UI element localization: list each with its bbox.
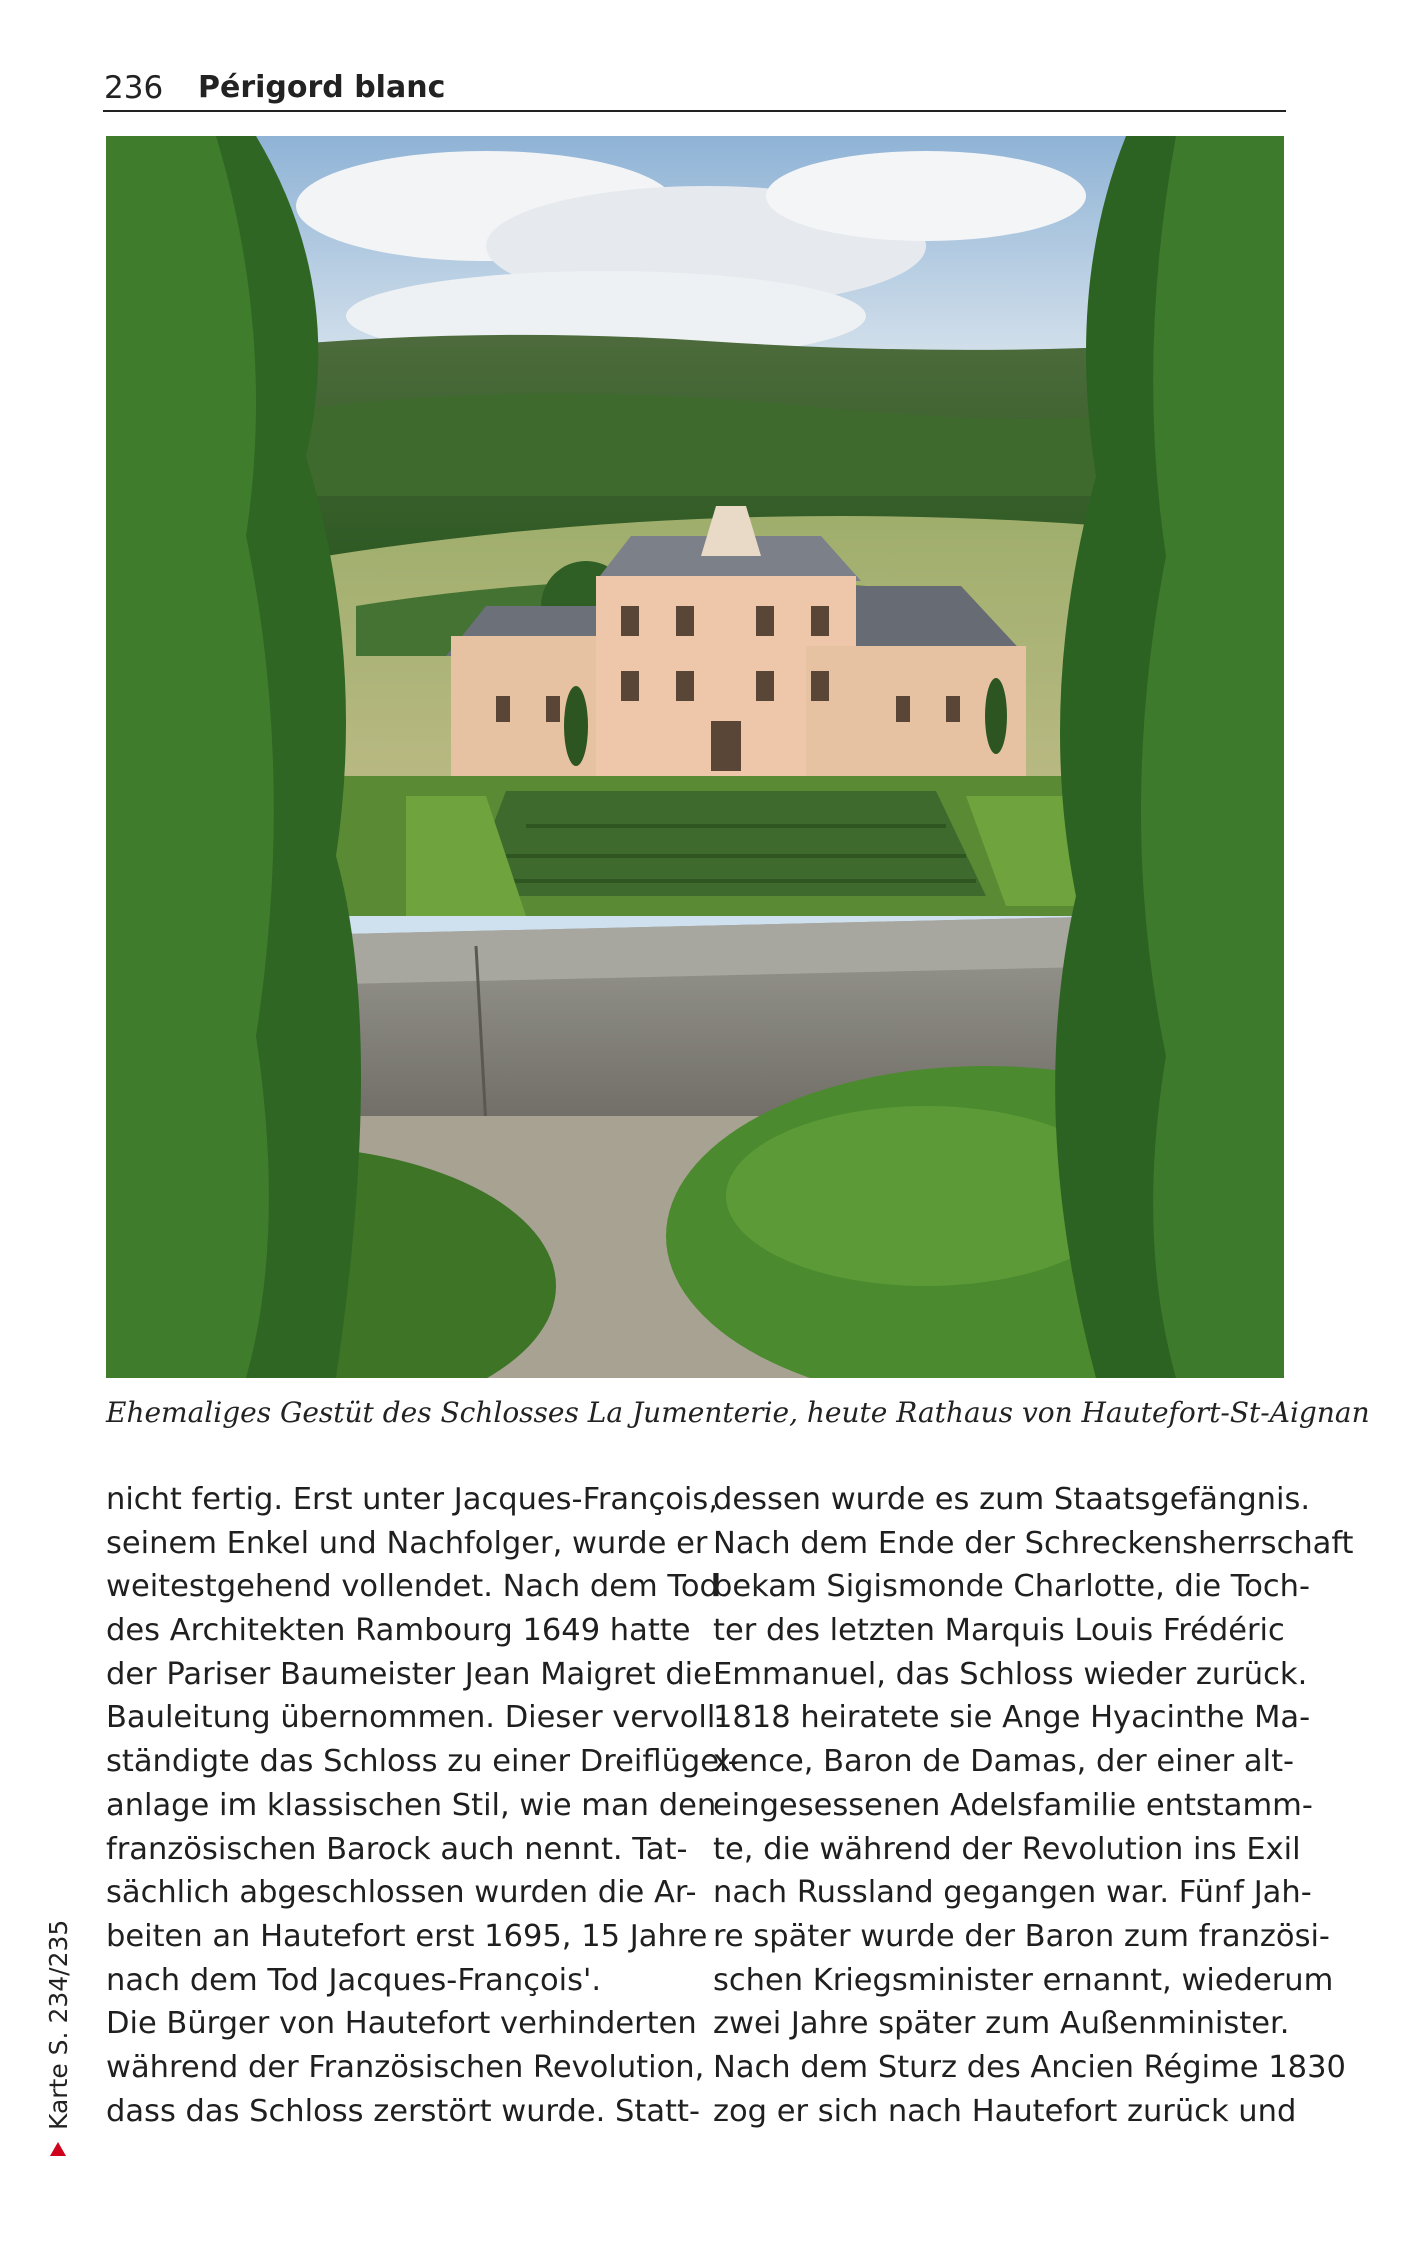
triangle-marker-icon (50, 2142, 66, 2156)
map-reference-text: Karte S. 234/235 (44, 1919, 73, 2130)
text-line: dessen wurde es zum Staatsgefängnis. (713, 1482, 1311, 1517)
text-line: zwei Jahre später zum Außenminister. (713, 2006, 1290, 2042)
text-column-left (106, 1478, 739, 2133)
text-column-right (713, 1478, 1354, 2133)
text-line: Nach dem Sturz des Ancien Régime 1830 (713, 2049, 1346, 2085)
text-line: nach Russland gegangen war. Fünf Jah- (713, 1875, 1312, 1911)
page-number: 236 (104, 70, 164, 106)
page-header (103, 66, 1286, 112)
text-line: ter des letzten Marquis Louis Frédéric (713, 1613, 1285, 1649)
text-line: bekam Sigismonde Charlotte, die Toch- (713, 1569, 1310, 1605)
text-line: dass das Schloss zerstört wurde. Statt- (106, 2093, 700, 2129)
text-line: 1818 heiratete sie Ange Hyacinthe Ma- (713, 1700, 1311, 1736)
text-line: Nach dem Ende der Schreckensherrschaft (713, 1525, 1354, 1561)
photo-caption: Ehemaliges Gestüt des Schlosses La Jumenterie, heute Rathaus von Hautefort-St-Aignan (106, 1396, 1370, 1429)
text-line: xence, Baron de Damas, der einer alt- (713, 1744, 1295, 1780)
text-line: Emmanuel, das Schloss wieder zurück. (713, 1656, 1308, 1692)
text-line: weitestgehend vollendet. Nach dem Tod (106, 1569, 719, 1605)
text-line: des Architekten Rambourg 1649 hatte (106, 1613, 691, 1649)
text-line: Die Bürger von Hautefort verhinderten (106, 2006, 697, 2042)
text-line: der Pariser Baumeister Jean Maigret die (106, 1656, 712, 1692)
text-line: Bauleitung übernommen. Dieser vervoll- (106, 1700, 727, 1736)
text-line: re später wurde der Baron zum französi- (713, 1918, 1330, 1954)
text-line: schen Kriegsminister ernannt, wiederum (713, 1962, 1334, 1998)
chateau-photo (106, 136, 1284, 1378)
text-line: zog er sich nach Hautefort zurück und (713, 2093, 1297, 2129)
text-line: französischen Barock auch nennt. Tat- (106, 1831, 688, 1867)
text-line: sächlich abgeschlossen wurden die Ar- (106, 1875, 697, 1911)
text-line: te, die während der Revolution ins Exil (713, 1831, 1301, 1867)
text-line: ständigte das Schloss zu einer Dreiflügel- (106, 1744, 739, 1780)
text-line: eingesessenen Adelsfamilie entstamm- (713, 1787, 1313, 1823)
text-line: beiten an Hautefort erst 1695, 15 Jahre (106, 1918, 708, 1954)
text-line: nicht fertig. Erst unter Jacques-François, (106, 1482, 718, 1517)
text-line: nach dem Tod Jacques-François'. (106, 1962, 602, 1998)
text-line: anlage im klassischen Stil, wie man den (106, 1787, 717, 1823)
text-line: seinem Enkel und Nachfolger, wurde er (106, 1525, 708, 1561)
text-line: während der Französischen Revolution, (106, 2049, 705, 2085)
section-title: Périgord blanc (198, 70, 446, 105)
map-reference (44, 1919, 344, 2156)
